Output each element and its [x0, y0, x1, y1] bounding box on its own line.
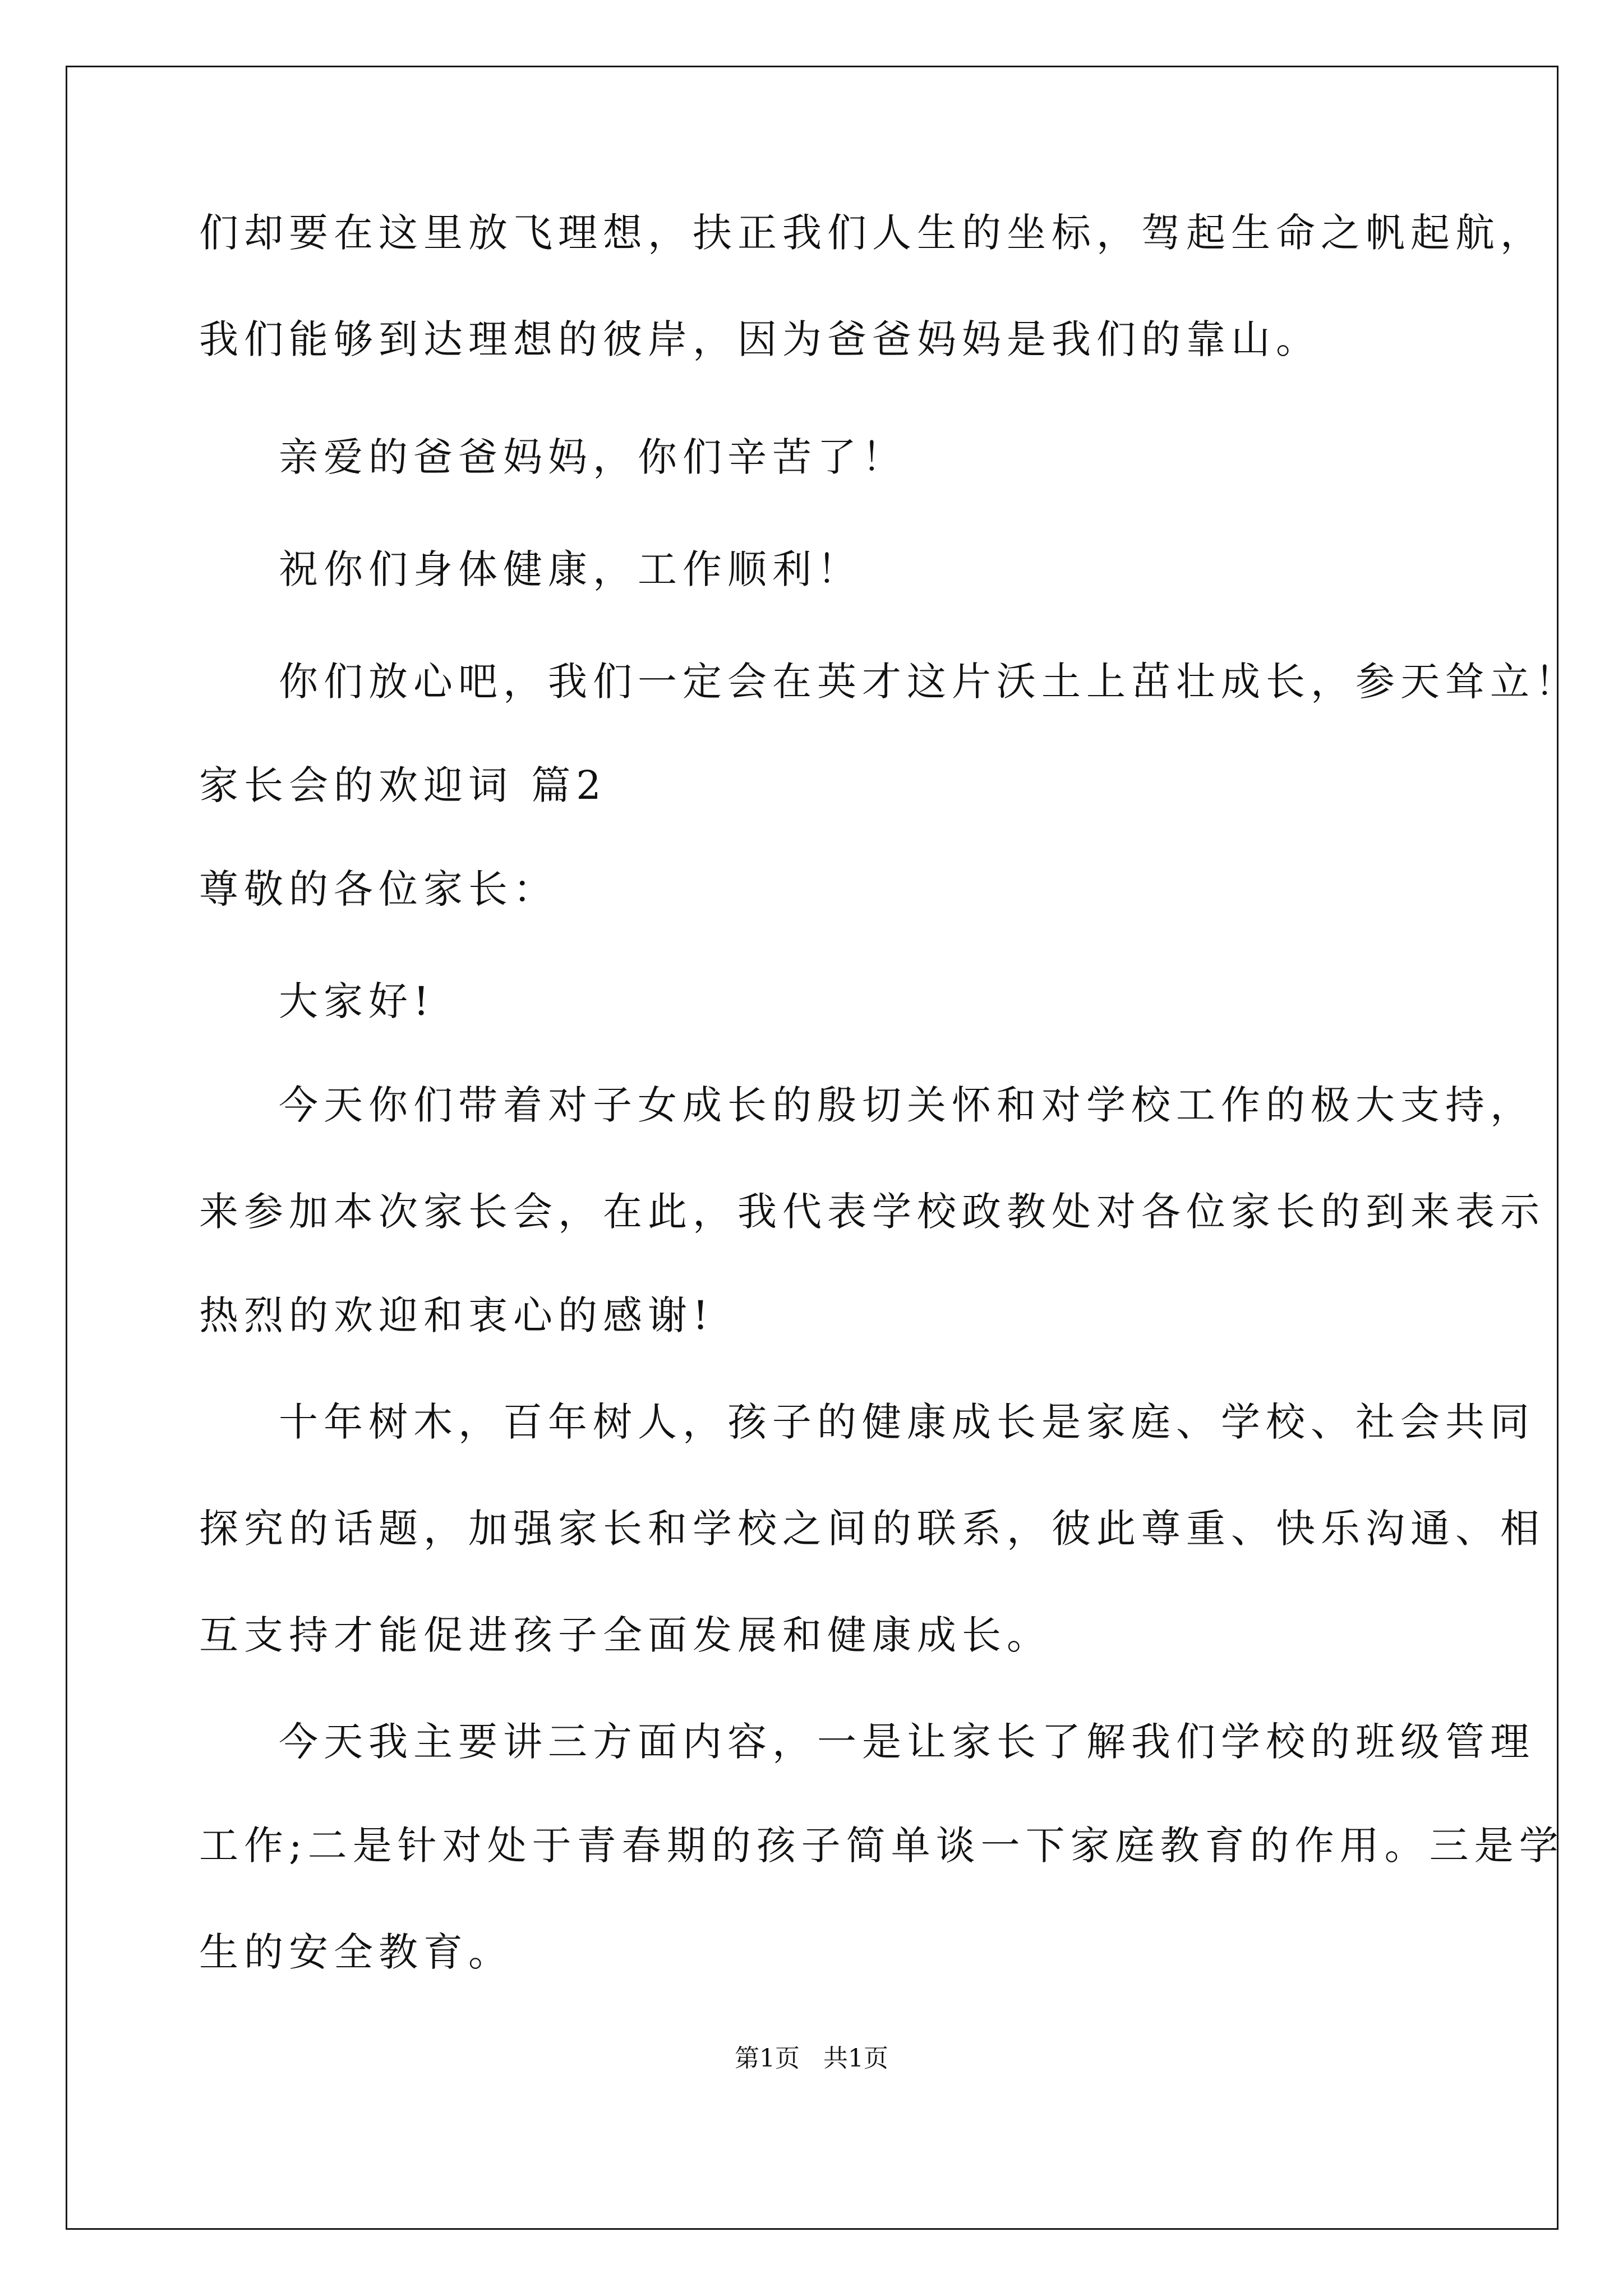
page-border — [66, 66, 1559, 2230]
greeting: 大家好! — [279, 978, 435, 1024]
body-text-line: 们却要在这里放飞理想，扶正我们人生的坐标，驾起生命之帆起航， — [199, 210, 1545, 256]
body-text-line: 你们放心吧，我们一定会在英才这片沃土上茁壮成长，参天耸立！ — [279, 659, 1580, 705]
body-text-line: 今天你们带着对子女成长的殷切关怀和对学校工作的极大支持， — [279, 1082, 1535, 1128]
page-footer: 第1页 共1页 — [735, 2044, 888, 2073]
body-text-line: 探究的话题，加强家长和学校之间的联系，彼此尊重、快乐沟通、相 — [199, 1506, 1545, 1552]
body-text-line: 工作;二是针对处于青春期的孩子简单谈一下家庭教育的作用。三是学 — [199, 1823, 1564, 1869]
body-text-line: 生的安全教育。 — [199, 1929, 513, 1975]
body-text-line: 热烈的欢迎和衷心的感谢! — [199, 1292, 714, 1338]
salutation: 尊敬的各位家长： — [199, 866, 558, 912]
body-text-line: 祝你们身体健康，工作顺利！ — [279, 546, 862, 592]
body-text-line: 我们能够到达理想的彼岸，因为爸爸妈妈是我们的靠山。 — [199, 316, 1321, 362]
body-text-line: 十年树木，百年树人，孩子的健康成长是家庭、学校、社会共同 — [279, 1399, 1535, 1445]
section-heading: 家长会的欢迎词 篇2 — [199, 762, 607, 808]
body-text-line: 亲爱的爸爸妈妈，你们辛苦了！ — [279, 434, 907, 480]
body-text-line: 今天我主要讲三方面内容，一是让家长了解我们学校的班级管理 — [279, 1719, 1535, 1765]
body-text-line: 来参加本次家长会，在此，我代表学校政教处对各位家长的到来表示 — [199, 1189, 1545, 1235]
body-text-line: 互支持才能促进孩子全面发展和健康成长。 — [199, 1612, 1052, 1658]
